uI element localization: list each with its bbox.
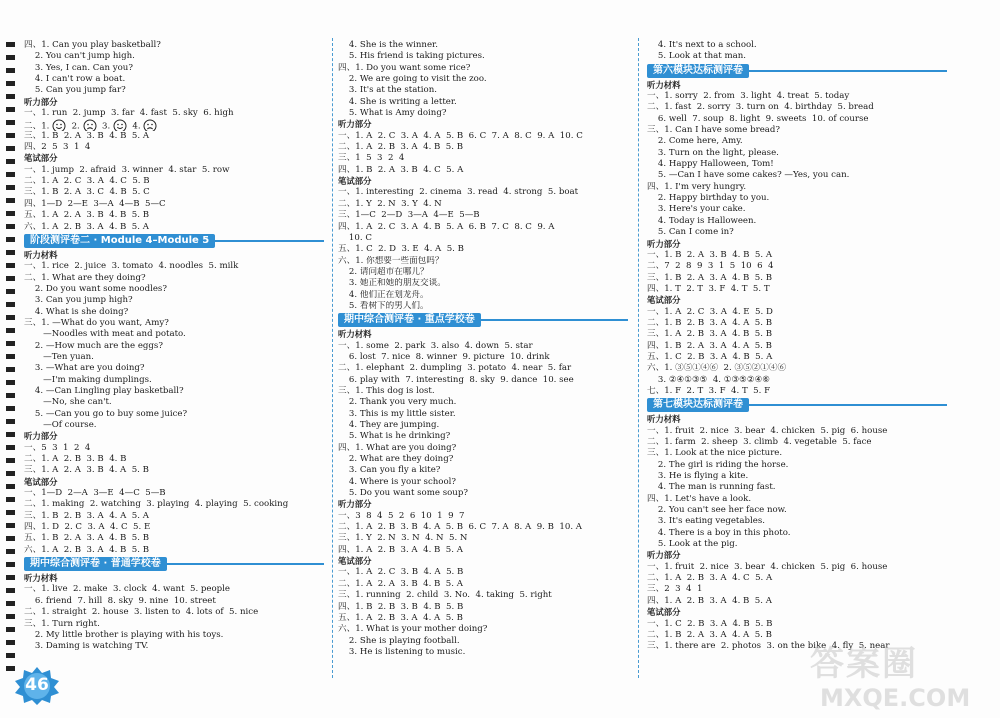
answer-line: 2. Happy birthday to you.	[647, 193, 770, 204]
answer-line: 5. Can you jump far?	[24, 85, 126, 96]
answer-line: 二、1. fast 2. sorry 3. turn on 4. birthday 5. bread	[647, 102, 874, 113]
answer-line-faces	[24, 119, 324, 130]
margin-dash	[6, 289, 15, 294]
answer-line: —I'm making dumplings.	[24, 374, 152, 385]
margin-dash	[6, 133, 15, 138]
answer-line: 二、1. making 2. watching 3. playing 4. playing 5. cooking	[24, 499, 289, 510]
margin-dash	[6, 198, 15, 203]
answer-line: 二、1. B 2. A 3. A 4. A 5. B	[647, 629, 772, 640]
section-rule	[749, 404, 947, 406]
answer-line: 四、1. Do you want some rice?	[338, 62, 471, 73]
answer-line: 一、1. live 2. make 3. clock 4. want 5. people	[24, 584, 231, 595]
section-title: 第六模块达标测评卷	[647, 64, 749, 78]
margin-dash	[6, 211, 15, 216]
answer-line: 3. This is my little sister.	[338, 408, 456, 419]
section-rule	[215, 240, 324, 242]
answer-line: 3. Can you jump high?	[24, 295, 133, 306]
answer-line: 四、1. Can you play basketball?	[24, 40, 161, 50]
section-title-bar	[24, 234, 324, 248]
margin-dash	[6, 406, 15, 411]
sad-face-icon	[143, 119, 157, 130]
section-title: 期中综合测评卷 · 普通学校卷	[24, 557, 167, 571]
answer-number: 2.	[66, 121, 83, 131]
subsection-heading: 笔试部分	[647, 607, 681, 618]
answer-line: 五、1. C 2. B 3. A 4. B 5. A	[647, 351, 773, 362]
page-number: 46	[25, 675, 49, 695]
answer-line: 二、1. B 2. B 3. A 4. A 5. B	[647, 317, 773, 328]
answer-line: 五、1. C 2. D 3. E 4. A 5. B	[338, 244, 464, 255]
margin-dash	[6, 185, 15, 190]
answer-line: 2. What are they doing?	[338, 454, 454, 465]
answer-line: 一、1. B 2. A 3. B 4. B 5. A	[647, 249, 773, 260]
answer-line: 3. It's at the station.	[338, 85, 437, 96]
answer-line: 三、1. Turn right.	[24, 618, 100, 629]
margin-dash	[6, 94, 15, 99]
subsection-heading: 听力部分	[24, 96, 58, 107]
answer-line: 四、1. A 2. C 3. A 4. B 5. A 6. B 7. C 8. C 9. A	[338, 221, 555, 232]
answer-line: 4. She is writing a letter.	[338, 96, 457, 107]
answer-line: 一、5 3 1 2 4	[24, 442, 91, 453]
answer-line: 2. The girl is riding the horse.	[647, 459, 789, 470]
margin-dash	[6, 627, 15, 632]
answer-line: 3. Daming is watching TV.	[24, 641, 149, 652]
answer-line: 二、1. What are they doing?	[24, 272, 146, 283]
margin-dash	[6, 458, 15, 463]
subsection-heading: 笔试部分	[338, 556, 372, 567]
margin-dash	[6, 510, 15, 515]
margin-dash	[6, 315, 15, 320]
answer-line: 4. It's next to a school.	[647, 40, 757, 50]
answer-label: 二、1.	[24, 121, 53, 131]
answer-column-left	[24, 40, 324, 653]
answer-line: 三、1 5 3 2 4	[338, 153, 405, 164]
smiley-face-icon	[52, 119, 66, 130]
section-rule	[749, 70, 947, 72]
answer-line: —Ten yuan.	[24, 351, 94, 362]
binding-margin-marks	[6, 42, 18, 682]
margin-dash	[6, 380, 15, 385]
answer-line: 三、1. B 2. A 3. C 4. B 5. C	[24, 187, 150, 198]
margin-dash	[6, 68, 15, 73]
margin-dash	[6, 614, 15, 619]
answer-line: 3. He is listening to music.	[338, 646, 466, 657]
answer-line: 三、1. Y 2. N 3. N 4. N 5. N	[338, 533, 468, 544]
answer-line: 10. C	[338, 232, 372, 243]
answer-line: 六、1. What is your mother doing?	[338, 624, 488, 635]
answer-line: 2. Thank you very much.	[338, 397, 457, 408]
answer-line: 二、1. farm 2. sheep 3. climb 4. vegetable 5. face	[647, 437, 872, 447]
answer-line: 一、3 8 4 5 2 6 10 1 9 7	[338, 510, 465, 521]
answer-line: 三、1—C 2—D 3—A 4—E 5—B	[338, 210, 480, 221]
answer-line: 二、1. Y 2. N 3. Y 4. N	[338, 198, 442, 209]
answer-line: 七、1. F 2. T 3. F 4. T 5. F	[647, 385, 771, 396]
answer-line: 一、1. run 2. jump 3. far 4. fast 5. sky 6. high	[24, 108, 234, 119]
answer-column-right	[647, 40, 947, 653]
answer-line: 3. Here's your cake.	[647, 204, 746, 215]
margin-dash	[6, 107, 15, 112]
subsection-heading: 听力材料	[338, 329, 372, 340]
watermark-logo: 答案圈	[810, 644, 918, 684]
answer-line: 5. —Can I have some cakes? —Yes, you can.	[647, 170, 850, 181]
answer-line: 一、1. interesting 2. cinema 3. read 4. strong 5. boat	[338, 187, 579, 198]
answer-line: 一、1. sorry 2. from 3. light 4. treat 5. today	[647, 91, 850, 102]
margin-dash	[6, 588, 15, 593]
answer-line: 四、1. A 2. B 3. A 4. B 5. A	[647, 595, 772, 606]
answer-line: 六、1. ③⑤①④⑥ 2. ③⑤②①④⑥	[647, 363, 787, 374]
subsection-heading: 笔试部分	[24, 153, 58, 164]
answer-line: 三、1. Look at the nice picture.	[647, 448, 783, 459]
answer-line: 二、1. A 2. B 3. B 4. A 5. B 6. C 7. A 8. A 9. B 10. A	[338, 522, 583, 533]
answer-line: 5. His friend is taking pictures.	[338, 51, 485, 62]
answer-line: 六、1. 你想要一些面包吗？	[338, 255, 444, 266]
answer-line: 5. Look at that man.	[647, 51, 746, 62]
answer-line: 4. What is she doing?	[24, 306, 129, 317]
answer-line: 2. Do you want some noodles?	[24, 283, 167, 294]
section-title: 期中综合测评卷 · 重点学校卷	[338, 313, 481, 327]
subsection-heading: 听力部分	[338, 499, 372, 510]
answer-line: 一、1. A 2. C 3. A 4. A 5. B 6. C 7. A 8. C 9. A 10. C	[338, 130, 583, 141]
margin-dash	[6, 81, 15, 86]
answer-line: 六、1. A 2. B 3. A 4. B 5. B	[24, 544, 150, 555]
answer-line: 4. 他们正在划龙舟。	[338, 289, 429, 300]
margin-dash	[6, 159, 15, 164]
answer-line: 四、1. Let's have a look.	[647, 493, 752, 504]
answer-line: 五、1. A 2. B 3. A 4. A 5. B	[338, 612, 463, 623]
answer-line: 三、1. B 2. A 3. A 4. B 5. B	[647, 272, 773, 283]
answer-line: 5. What is he drinking?	[338, 431, 451, 442]
margin-dash	[6, 341, 15, 346]
margin-dash	[6, 328, 15, 333]
margin-dash	[6, 354, 15, 359]
answer-line: 二、1. elephant 2. dumpling 3. potato 4. near 5. far	[338, 363, 572, 374]
answer-line: —No, she can't.	[24, 397, 112, 408]
margin-dash	[6, 471, 15, 476]
section-rule	[481, 319, 628, 321]
answer-line: 三、1. there are 2. photos 3. on the bike 4. fly 5. near	[647, 641, 890, 652]
answer-line: 二、1. straight 2. house 3. listen to 4. lots of 5. nice	[24, 607, 259, 618]
answer-line: 五、1. B 2. A 3. A 4. B 5. B	[24, 533, 150, 544]
answer-line: 四、1. I'm very hungry.	[647, 181, 747, 192]
answer-line: 一、1. rice 2. juice 3. tomato 4. noodles 5. milk	[24, 261, 239, 272]
answer-line: 三、1. A 2. A 3. B 4. A 5. B	[24, 465, 149, 476]
margin-dash	[6, 497, 15, 502]
margin-dash	[6, 224, 15, 229]
section-title-bar	[647, 398, 947, 412]
answer-line: 4. Happy Halloween, Tom!	[647, 159, 774, 170]
answer-line: 一、1. fruit 2. nice 3. bear 4. chicken 5. pig 6. house	[647, 561, 888, 572]
answer-line: 一、1. fruit 2. nice 3. bear 4. chicken 5. pig 6. house	[647, 425, 888, 436]
answer-line: 四、1. B 2. A 3. B 4. C 5. A	[338, 164, 464, 175]
answer-line: 6. play with 7. interesting 8. sky 9. dance 10. see	[338, 374, 574, 385]
answer-line: 3. Turn on the light, please.	[647, 147, 779, 158]
subsection-heading: 听力材料	[24, 249, 58, 260]
answer-line: 五、1. A 2. A 3. B 4. B 5. B	[24, 210, 150, 221]
answer-line: 3. —What are you doing?	[24, 363, 145, 374]
answer-line: 3. Can you fly a kite?	[338, 465, 441, 476]
margin-dash	[6, 432, 15, 437]
column-divider	[638, 38, 639, 678]
answer-line: 3. Yes, I can. Can you?	[24, 62, 133, 73]
margin-dash	[6, 302, 15, 307]
answer-line: 四、1. What are you doing?	[338, 442, 457, 453]
answer-number: 4.	[126, 121, 144, 131]
margin-dash	[6, 250, 15, 255]
margin-dash	[6, 237, 15, 242]
answer-line: 5. 看树下的男人们。	[338, 300, 429, 311]
margin-dash	[6, 562, 15, 567]
margin-dash	[6, 575, 15, 580]
margin-dash	[6, 445, 15, 450]
answer-line: 三、1. B 2. A 3. B 4. B 5. A	[24, 130, 150, 141]
answer-line: 6. lost 7. nice 8. winner 9. picture 10. drink	[338, 351, 550, 362]
answer-line: 2. 请问超市在哪儿？	[338, 266, 429, 277]
answer-line: 2. She is playing football.	[338, 635, 460, 646]
answer-line: —Noodles with meat and potato.	[24, 329, 186, 340]
answer-line: 6. friend 7. hill 8. sky 9. nine 10. street	[24, 595, 216, 606]
answer-line: 4. —Can Lingling play basketball?	[24, 385, 184, 396]
answer-line: 4. I can't row a boat.	[24, 74, 126, 85]
answer-line: 一、1. C 2. B 3. A 4. B 5. B	[647, 618, 773, 629]
answer-line: 5. Do you want some soup?	[338, 488, 468, 499]
answer-line: 2. You can't jump high.	[24, 51, 135, 62]
section-title-bar	[338, 313, 628, 327]
smiley-face-icon	[113, 119, 127, 130]
subsection-heading: 听力材料	[647, 414, 681, 425]
answer-line: 4. They are jumping.	[338, 420, 440, 430]
subsection-heading: 听力部分	[647, 550, 681, 561]
section-title-bar	[647, 64, 947, 78]
answer-line: 四、2 5 3 1 4	[24, 142, 91, 153]
section-title: 阶段测评卷二 · Module 4–Module 5	[24, 234, 215, 248]
answer-line: 2. You can't see her face now.	[647, 505, 787, 516]
answer-line: 四、1. T 2. T 3. F 4. T 5. T	[647, 283, 770, 294]
answer-line: 二、7 2 8 9 3 1 5 10 6 4	[647, 261, 774, 272]
answer-line: 三、1. A 2. B 3. A 4. B 5. B	[647, 329, 773, 340]
margin-dash	[6, 367, 15, 372]
margin-dash	[6, 419, 15, 424]
margin-dash	[6, 549, 15, 554]
margin-dash	[6, 484, 15, 489]
answer-line: 3. It's eating vegetables.	[647, 516, 765, 527]
answer-line: 4. Today is Halloween.	[647, 215, 757, 226]
margin-dash	[6, 146, 15, 151]
answer-line: 四、1—D 2—E 3—A 4—B 5—C	[24, 198, 166, 209]
margin-dash	[6, 523, 15, 528]
margin-dash	[6, 601, 15, 606]
answer-line: 6. well 7. soup 8. light 9. sweets 10. of course	[647, 113, 869, 124]
subsection-heading: 听力部分	[24, 431, 58, 442]
column-divider	[332, 38, 333, 678]
page-number-badge	[14, 666, 60, 706]
answer-line: 三、1. This dog is lost.	[338, 385, 435, 396]
section-title-bar	[24, 557, 324, 571]
answer-line: 一、1. A 2. C 3. B 4. A 5. B	[338, 567, 464, 578]
answer-line: 六、1. A 2. B 3. A 4. B 5. A	[24, 221, 149, 232]
answer-line: 一、1. jump 2. afraid 3. winner 4. star 5. row	[24, 164, 230, 175]
answer-line: 二、1. A 2. B 3. A 4. B 5. B	[338, 142, 464, 153]
answer-line: 2. Come here, Amy.	[647, 136, 743, 147]
answer-line: 二、1. A 2. B 3. B 4. B	[24, 454, 127, 465]
subsection-heading: 听力材料	[24, 573, 58, 584]
subsection-heading: 听力部分	[647, 238, 681, 249]
answer-line: 4. The man is running fast.	[647, 482, 776, 493]
subsection-heading: 笔试部分	[647, 295, 681, 306]
watermark-url: MXQE.COM	[820, 684, 971, 712]
margin-dash	[6, 42, 15, 47]
answer-line: 4. There is a boy in this photo.	[647, 527, 791, 538]
subsection-heading: 笔试部分	[338, 176, 372, 187]
answer-line: 三、1. running 2. child 3. No. 4. taking 5. right	[338, 590, 552, 601]
answer-line: 三、1. B 2. B 3. A 4. A 5. A	[24, 510, 149, 521]
answer-line: 3. He is flying a kite.	[647, 471, 749, 482]
answer-line: 5. —Can you go to buy some juice?	[24, 408, 188, 419]
answer-line: 四、1. B 2. A 3. A 4. A 5. B	[647, 340, 772, 351]
subsection-heading: 听力材料	[647, 79, 681, 90]
margin-dash	[6, 653, 15, 658]
answer-line: 2. We are going to visit the zoo.	[338, 74, 487, 85]
answer-column-middle	[338, 40, 628, 658]
answer-line: 一、1. some 2. park 3. also 4. down 5. star	[338, 340, 533, 351]
margin-dash	[6, 172, 15, 177]
margin-dash	[6, 120, 15, 125]
answer-line: 二、1. A 2. B 3. A 4. C 5. A	[647, 573, 773, 584]
answer-line: 5. Look at the pig.	[647, 539, 738, 550]
subsection-heading: 笔试部分	[24, 476, 58, 487]
subsection-heading: 听力部分	[338, 119, 372, 130]
section-rule	[167, 563, 324, 565]
margin-dash	[6, 393, 15, 398]
answer-line: 4. She is the winner.	[338, 40, 438, 50]
margin-dash	[6, 536, 15, 541]
answer-line: 四、1. D 2. C 3. A 4. C 5. E	[24, 522, 151, 533]
answer-line: 三、1. —What do you want, Amy?	[24, 317, 169, 328]
margin-dash	[6, 276, 15, 281]
answer-line: 四、1. B 2. B 3. B 4. B 5. B	[338, 601, 464, 612]
answer-line: 三、1. Can I have some bread?	[647, 125, 781, 136]
answer-line: 一、1. A 2. C 3. A 4. E 5. D	[647, 306, 773, 317]
answer-line: 3. 她正和她的朋友交谈。	[338, 278, 446, 289]
answer-line: 三、2 3 4 1	[647, 584, 703, 595]
answer-line: 一、1—D 2—A 3—E 4—C 5—B	[24, 488, 166, 499]
margin-dash	[6, 263, 15, 268]
answer-line: 2. —How much are the eggs?	[24, 340, 163, 351]
sad-face-icon	[83, 119, 97, 130]
answer-line: 二、1. A 2. A 3. B 4. B 5. A	[338, 578, 463, 589]
answer-line: 5. Can I come in?	[647, 227, 734, 238]
answer-number: 3.	[96, 121, 113, 131]
margin-dash	[6, 640, 15, 645]
section-title: 第七模块达标测评卷	[647, 398, 749, 412]
answer-line: 四、1. A 2. B 3. A 4. B 5. A	[338, 544, 463, 555]
answer-line: 4. Where is your school?	[338, 476, 456, 487]
answer-line: 二、1. A 2. C 3. A 4. C 5. B	[24, 176, 150, 187]
answer-line: 5. What is Amy doing?	[338, 108, 447, 119]
answer-line: —Of course.	[24, 420, 97, 430]
margin-dash	[6, 55, 15, 60]
answer-line: 3. ②④①③⑤ 4. ①③⑤②④⑥	[647, 374, 770, 385]
answer-line: 2. My little brother is playing with his toys.	[24, 629, 224, 640]
